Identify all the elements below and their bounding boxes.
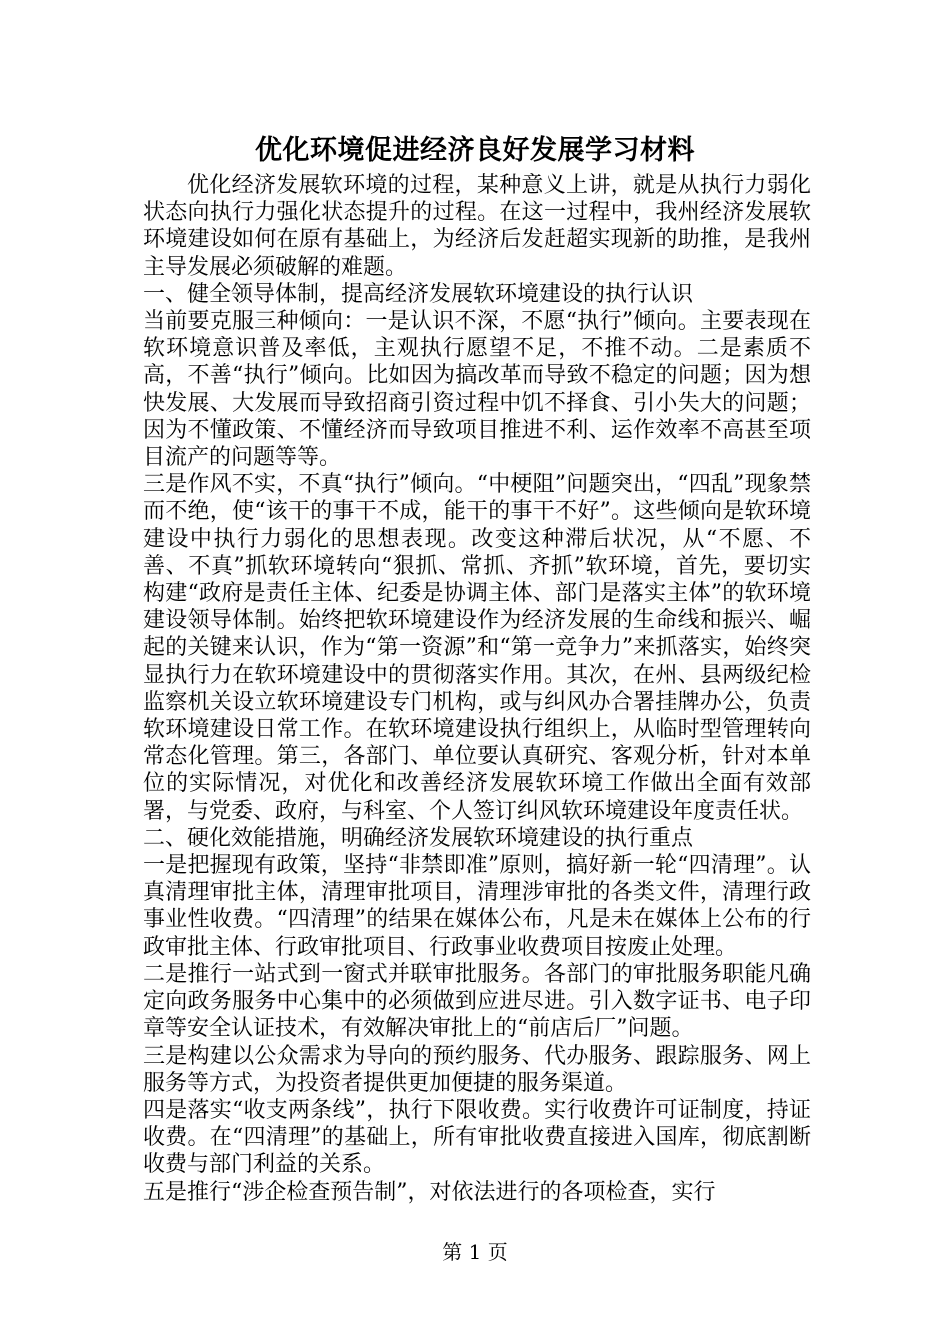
body-paragraph: 四是落实“收支两条线”，执行下限收费。实行收费许可证制度，持证收费。在“四清理”的基础上，所有审批收费直接进入国库，彻底割断收费与部门利益的关系。 xyxy=(143,1097,811,1178)
section-heading-1: 一、健全领导体制，提高经济发展软环境建设的执行认识 xyxy=(143,281,694,307)
body-paragraph: 当前要克服三种倾向：一是认识不深，不愿“执行”倾向。主要表现在软环境意识普及率低，主观执行愿望不足，不推不动。二是素质不高，不善“执行”倾向。比如因为搞改革而导致不稳定的问题；因为想快发展、大发展而导致招商引资过程中饥不择食、引小失大的问题；因为不懂政策、不懂经济而导致项目推进不利、运作效率不高甚至项目流产的问题等等。 xyxy=(143,309,811,471)
page-number-footer: 第 1 页 xyxy=(442,1240,508,1264)
body-paragraph: 一是把握现有政策，坚持“非禁即准”原则，搞好新一轮“四清理”。认真清理审批主体，清理审批项目，清理涉审批的各类文件，清理行政事业性收费。“四清理”的结果在媒体公布，凡是未在媒体上公布的行政审批主体、行政审批项目、行政事业收费项目按废止处理。 xyxy=(143,853,811,960)
document-body xyxy=(143,172,811,1206)
body-paragraph-intro: 优化经济发展软环境的过程，某种意义上讲，就是从执行力弱化状态向执行力强化状态提升的过程。在这一过程中，我州经济发展软环境建设如何在原有基础上，为经济后发赶超实现新的助推，是我州主导发展必须破解的难题。 xyxy=(143,173,811,280)
section-heading-2: 二、硬化效能措施，明确经济发展软环境建设的执行重点 xyxy=(143,825,694,851)
document-title: 优化环境促进经济良好发展学习材料 xyxy=(255,135,695,166)
body-paragraph: 三是作风不实，不真“执行”倾向。“中梗阻”问题突出，“四乱”现象禁而不绝，使“该干的事干不成，能干的事干不好”。这些倾向是软环境建设中执行力弱化的思想表现。改变这种滞后状况，从“不愿、不善、不真”抓软环境转向“狠抓、常抓、齐抓”软环境，首先，要切实构建“政府是责任主体、纪委是协调主体、部门是落实主体”的软环境建设领导体制。始终把软环境建设作为经济发展的生命线和振兴、崛起的关键来认识，作为“第一资源”和“第一竞争力”来抓落实，始终突显执行力在软环境建设中的贯彻落实作用。其次，在州、县两级纪检监察机关设立软环境建设专门机构，或与纠风办合署挂牌办公，负责软环境建设日常工作。在软环境建设执行组织上，从临时型管理转向常态化管理。第三，各部门、单位要认真研究、客观分析，针对本单位的实际情况，对优化和改善经济发展软环境工作做出全面有效部署，与党委、政府，与科室、个人签订纠风软环境建设年度责任状。 xyxy=(143,472,811,824)
body-paragraph: 二是推行一站式到一窗式并联审批服务。各部门的审批服务职能凡确定向政务服务中心集中的必须做到应进尽进。引入数字证书、电子印章等安全认证技术，有效解决审批上的“前店后厂”问题。 xyxy=(143,961,811,1042)
body-paragraph: 三是构建以公众需求为导向的预约服务、代办服务、跟踪服务、网上服务等方式，为投资者提供更加便捷的服务渠道。 xyxy=(143,1043,811,1096)
body-paragraph: 五是推行“涉企检查预告制”，对依法进行的各项检查，实行 xyxy=(143,1179,716,1205)
